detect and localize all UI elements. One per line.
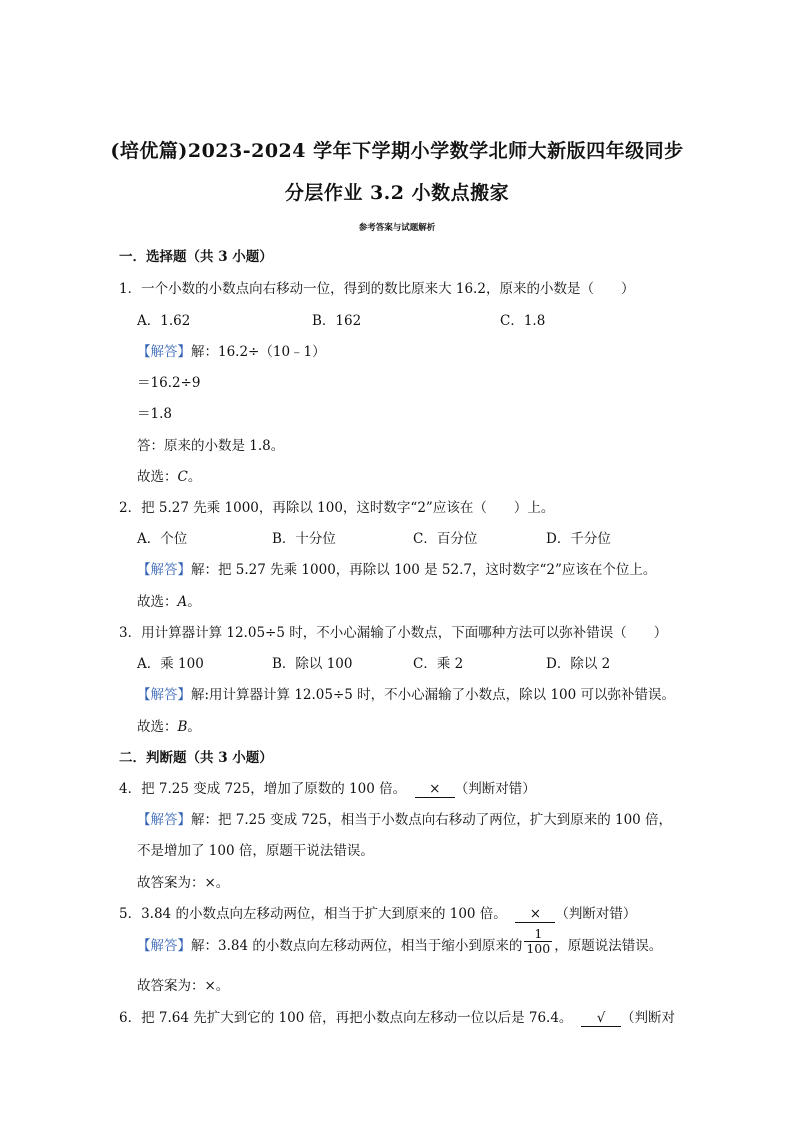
question-3-stem: 3．用计算器计算 12.05÷5 时，不小心漏输了小数点，下面哪种方法可以弥补错误（ ） xyxy=(119,625,668,641)
question-1-solution-line4: 答：原来的小数是 1.8。 xyxy=(137,438,285,454)
question-4-solution-line2: 不是增加了 100 倍，原题干说法错误。 xyxy=(137,843,374,859)
question-2-stem: 2．把 5.27 先乘 1000，再除以 100，这时数字“2”应该在（ ）上。 xyxy=(119,500,555,516)
judge-note: （判断对错） xyxy=(555,906,637,922)
answer-tag: 【解答】 xyxy=(137,687,191,703)
choice-suffix: 。 xyxy=(187,594,201,610)
question-1-solution-line3: ＝1.8 xyxy=(137,406,172,422)
question-2-option-a: A．个位 xyxy=(137,531,188,547)
solution-text: 解:用计算器计算 12.05÷5 时，不小心漏输了小数点，除以 100 可以弥补错误。 xyxy=(191,687,676,703)
question-1-option-b: B．162 xyxy=(312,313,362,329)
question-4-solution-line1 xyxy=(137,811,672,829)
judge-note: （判断对错） xyxy=(454,781,536,797)
judge-note: （判断对 xyxy=(621,1010,676,1026)
choice-letter: C xyxy=(177,469,188,485)
question-5-stem-row xyxy=(119,905,636,923)
question-6-stem-row xyxy=(119,1009,675,1027)
question-3-option-b: B．除以 100 xyxy=(272,656,353,672)
question-4-stem-row xyxy=(119,780,536,798)
fraction-numerator: 1 xyxy=(524,927,552,942)
solution-text: 解：3.84 的小数点向左移动两位，相当于缩小到原来的 xyxy=(191,938,523,954)
question-1-option-c: C．1.8 xyxy=(500,313,546,329)
choice-suffix: 。 xyxy=(187,469,202,485)
question-3-option-a: A．乘 100 xyxy=(137,656,204,672)
question-5-stem: 5．3.84 的小数点向左移动两位，相当于扩大到原来的 100 倍。 xyxy=(119,906,507,922)
solution-text: 解：把 5.27 先乘 1000，再除以 100 是 52.7，这时数字“2”应该在个位上。 xyxy=(191,562,657,578)
fraction-denominator: 100 xyxy=(526,941,551,956)
choice-letter: A xyxy=(177,594,188,610)
question-2-choice xyxy=(137,593,201,611)
choice-suffix: 。 xyxy=(187,719,201,735)
answer-tag: 【解答】 xyxy=(137,562,191,578)
answer-tag: 【解答】 xyxy=(137,938,191,954)
question-2-option-c: C．百分位 xyxy=(413,531,478,547)
section-heading-choice: 一．选择题（共 3 小题） xyxy=(119,249,273,265)
question-3-choice xyxy=(137,718,201,736)
question-3-option-d: D．除以 2 xyxy=(546,656,611,672)
question-2-option-b: B．十分位 xyxy=(272,531,336,547)
choice-letter: B xyxy=(177,719,188,735)
fraction-one-hundredth xyxy=(524,927,552,956)
solution-text: 解：16.2÷（10﹣1） xyxy=(191,344,326,360)
question-4-stem: 4．把 7.25 变成 725，增加了原数的 100 倍。 xyxy=(119,781,407,797)
choice-prefix: 故选： xyxy=(137,594,178,610)
question-1-choice xyxy=(137,468,201,486)
solution-text: 解：把 7.25 变成 725，相当于小数点向右移动了两位，扩大到原来的 100 倍， xyxy=(191,812,673,828)
doc-subtitle: 参考答案与试题解析 xyxy=(358,223,436,233)
choice-prefix: 故选： xyxy=(137,719,178,735)
answer-blank: × xyxy=(515,907,555,923)
answer-blank: × xyxy=(415,782,455,798)
section-heading-judge: 二．判断题（共 3 小题） xyxy=(119,750,273,766)
question-1-stem: 1．一个小数的小数点向右移动一位，得到的数比原来大 16.2，原来的小数是（ ） xyxy=(119,281,635,297)
doc-title-line2: 分层作业 3.2 小数点搬家 xyxy=(284,182,510,204)
choice-prefix: 故选： xyxy=(137,469,178,485)
question-4-final-answer: 故答案为：×。 xyxy=(137,875,230,891)
question-1-solution-line1 xyxy=(137,343,326,361)
question-3-solution-line1 xyxy=(137,686,675,704)
question-6-stem: 6．把 7.64 先扩大到它的 100 倍，再把小数点向左移动一位以后是 76.4。 xyxy=(119,1010,573,1026)
doc-title-line1: (培优篇)2023-2024 学年下学期小学数学北师大新版四年级同步 xyxy=(110,140,684,162)
question-5-solution-line1 xyxy=(137,926,663,956)
answer-tag: 【解答】 xyxy=(137,812,191,828)
answer-blank: √ xyxy=(581,1011,621,1027)
question-2-option-d: D．千分位 xyxy=(546,531,611,547)
solution-text-end: ，原题说法错误。 xyxy=(554,938,663,954)
question-3-option-c: C．乘 2 xyxy=(413,656,464,672)
question-1-solution-line2: ＝16.2÷9 xyxy=(137,375,201,391)
question-5-final-answer: 故答案为：×。 xyxy=(137,978,230,994)
question-2-solution-line1 xyxy=(137,561,656,579)
answer-tag: 【解答】 xyxy=(137,344,191,360)
question-1-option-a: A．1.62 xyxy=(137,313,191,329)
